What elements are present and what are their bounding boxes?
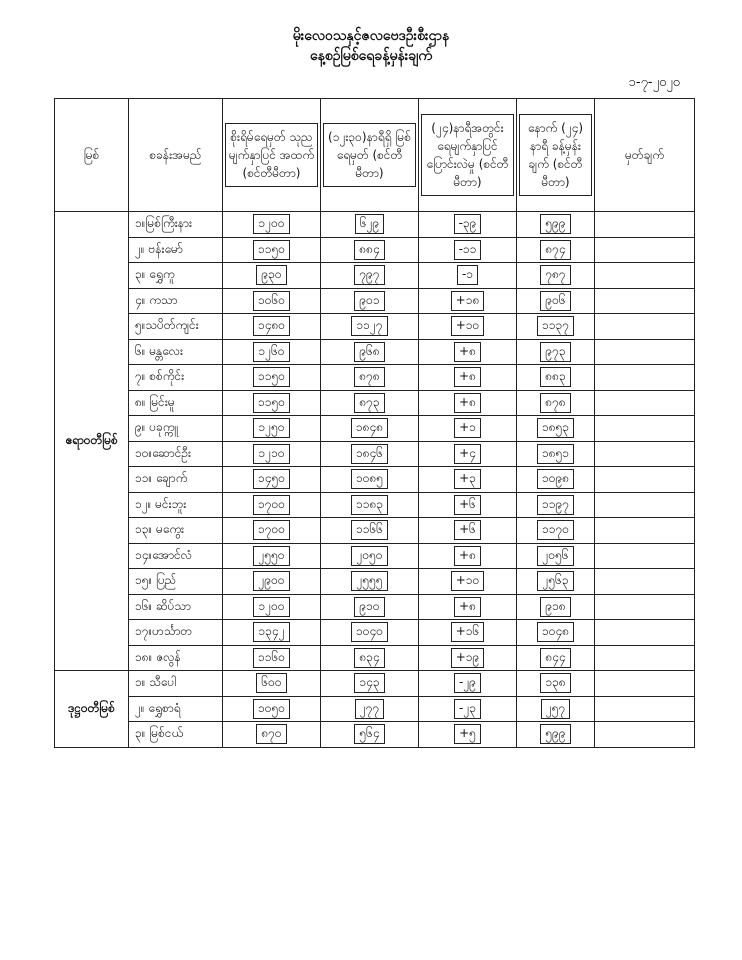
danger-value: ၁၂၁၀ [253, 444, 289, 464]
forecast-value: ၁၁၇၀ [537, 520, 574, 540]
change-cell [419, 365, 517, 391]
change-value: +၈ [454, 342, 481, 362]
level-value: ၁၁၂၇ [351, 316, 387, 336]
change-cell [419, 671, 517, 697]
remarks-cell [595, 441, 695, 467]
change-cell [419, 645, 517, 671]
danger-cell [223, 339, 321, 365]
forecast-value: ၁၁၃၇ [537, 316, 574, 336]
change-cell [419, 467, 517, 493]
station-name-cell: ၁၅။ ပြည် [129, 569, 223, 595]
header-remarks: မှတ်ချက် [595, 99, 695, 212]
station-name-cell: ၃။ မြစ်ငယ် [129, 722, 223, 748]
forecast-cell [517, 620, 595, 646]
forecast-value: ၈၇၈ [540, 393, 570, 413]
forecast-value: ၉၀၆ [540, 291, 570, 311]
station-name-cell: ၈။ မြင်းမူ [129, 390, 223, 416]
remarks-cell [595, 722, 695, 748]
danger-value: ၆၀၀ [256, 673, 286, 693]
level-value: ၂၅၅၅ [351, 571, 387, 591]
station-name-cell: ၃။ ရွှေကူ [129, 263, 223, 289]
page-subtitle: နေ့စဉ်မြစ်ရေခန့်မှန်းချက် [309, 48, 433, 64]
level-value: ၂၇၇ [355, 699, 384, 719]
danger-value: ၁၁၅၀ [253, 393, 290, 413]
table-row [55, 671, 695, 697]
danger-value: ၂၅၅၀ [253, 546, 289, 566]
remarks-cell [595, 620, 695, 646]
remarks-cell [595, 594, 695, 620]
forecast-value: ၁၁၉၇ [537, 495, 574, 515]
danger-value: ၁၁၆၀ [253, 648, 290, 668]
remarks-cell [595, 237, 695, 263]
forecast-value: ၁၀၉၈ [537, 469, 574, 489]
level-cell [321, 696, 419, 722]
level-cell [321, 263, 419, 289]
station-name-cell: ၁၁။ ချောက် [129, 467, 223, 493]
table-row [55, 569, 695, 595]
danger-value: ၁၂၅၀ [253, 418, 289, 438]
header-danger-level: စိုးရိမ်ရေမှတ် သုညမျက်နှာပြင် အထက် (စင်တီမီတာ) [223, 99, 321, 212]
station-name-cell: ၁၇။ဟင်္သာတ [129, 620, 223, 646]
danger-cell [223, 390, 321, 416]
table-row [55, 722, 695, 748]
danger-value: ၁၁၅၀ [253, 240, 290, 260]
forecast-value: ၁၃၈ [540, 673, 570, 693]
change-value: +၅ [454, 724, 481, 744]
forecast-cell [517, 339, 595, 365]
forecast-value: ၂၀၅၆ [537, 546, 573, 566]
level-cell [321, 212, 419, 238]
table-row [55, 263, 695, 289]
level-value: ၁၁၆၆ [351, 520, 388, 540]
station-name-cell: ၁၆။ ဆိပ်သာ [129, 594, 223, 620]
change-value: +၈ [454, 546, 481, 566]
forecast-cell [517, 467, 595, 493]
forecast-value: ၉၇၃ [540, 342, 570, 362]
forecast-value: ၁၈၅၃ [537, 418, 574, 438]
change-cell [419, 314, 517, 340]
station-name-cell: ၄။ ကသာ [129, 288, 223, 314]
forecast-cell [517, 722, 595, 748]
remarks-cell [595, 390, 695, 416]
table-row [55, 365, 695, 391]
level-value: ၉၁၀ [354, 597, 384, 617]
danger-cell [223, 722, 321, 748]
danger-value: ၁၂၀၀ [253, 214, 289, 234]
river-forecast-table [54, 98, 695, 748]
change-value: +၁၀ [451, 316, 485, 336]
change-cell [419, 620, 517, 646]
danger-cell [223, 237, 321, 263]
change-cell [419, 492, 517, 518]
level-value: ၁၁၈၃ [351, 495, 388, 515]
remarks-cell [595, 645, 695, 671]
station-name-cell: ၁။ သီပေါ [129, 671, 223, 697]
danger-cell [223, 467, 321, 493]
forecast-value: ၂၅၇ [541, 699, 570, 719]
level-value: ၉၆၈ [354, 342, 384, 362]
header-station: စခန်းအမည် [129, 99, 223, 212]
danger-cell [223, 263, 321, 289]
header-change: (၂၄)နာရီအတွင်း ရေမျက်နှာပြင် ပြောင်းလဲမှု (စင်တီမီတာ) [419, 99, 517, 212]
change-cell [419, 594, 517, 620]
forecast-value: ၁၈၅၁ [537, 444, 574, 464]
level-cell [321, 569, 419, 595]
danger-cell [223, 288, 321, 314]
change-cell [419, 288, 517, 314]
level-value: ၇၉၇ [354, 265, 384, 285]
change-value: +၃ [454, 469, 481, 489]
change-value: -၂၉ [454, 673, 481, 693]
change-cell [419, 390, 517, 416]
station-name-cell: ၇။ စစ်ကိုင်း [129, 365, 223, 391]
danger-cell [223, 671, 321, 697]
table-row [55, 390, 695, 416]
forecast-cell [517, 569, 595, 595]
remarks-cell [595, 492, 695, 518]
level-cell [321, 671, 419, 697]
forecast-cell [517, 492, 595, 518]
level-cell [321, 365, 419, 391]
forecast-cell [517, 237, 595, 263]
change-cell [419, 237, 517, 263]
table-row [55, 645, 695, 671]
remarks-cell [595, 212, 695, 238]
table-row [55, 696, 695, 722]
table-row [55, 492, 695, 518]
station-name-cell: ၁၂။ မင်းဘူး [129, 492, 223, 518]
forecast-cell [517, 288, 595, 314]
remarks-cell [595, 365, 695, 391]
danger-value: ၁၄၈၀ [253, 316, 290, 336]
table-row [55, 594, 695, 620]
remarks-cell [595, 671, 695, 697]
level-cell [321, 518, 419, 544]
change-cell [419, 339, 517, 365]
forecast-cell [517, 696, 595, 722]
forecast-value: ၈၈၃ [540, 367, 570, 387]
remarks-cell [595, 416, 695, 442]
forecast-value: ၁၀၄၈ [537, 622, 574, 642]
danger-value: ၁၂၀၀ [253, 597, 289, 617]
level-value: ၁၄၃ [354, 673, 384, 693]
level-value: ၆၂၉ [355, 214, 384, 234]
station-name-cell: ၁။မြစ်ကြီးနား [129, 212, 223, 238]
change-value: +၁ [454, 418, 481, 438]
danger-value: ၁၂၆၀ [253, 342, 289, 362]
change-value: +၁၈ [451, 291, 485, 311]
table-row [55, 237, 695, 263]
station-name-cell: ၂။ ရွှေစာရံ [129, 696, 223, 722]
remarks-cell [595, 518, 695, 544]
danger-value: ၁၁၅၀ [253, 367, 290, 387]
station-name-cell: ၉။ ပခုက္ကူ [129, 416, 223, 442]
change-cell [419, 518, 517, 544]
forecast-cell [517, 594, 595, 620]
table-row [55, 518, 695, 544]
change-value: +၁၉ [451, 648, 485, 668]
forecast-value: ၇၈၇ [540, 265, 570, 285]
forecast-cell [517, 314, 595, 340]
table-row [55, 467, 695, 493]
table-row [55, 212, 695, 238]
forecast-cell [517, 543, 595, 569]
danger-cell [223, 365, 321, 391]
danger-cell [223, 212, 321, 238]
table-header-row [55, 99, 695, 212]
change-value: +၁၆ [451, 622, 485, 642]
change-value: +၈ [454, 597, 481, 617]
change-cell [419, 569, 517, 595]
level-cell [321, 288, 419, 314]
forecast-cell [517, 365, 595, 391]
change-value: -၁၁ [454, 240, 482, 260]
forecast-value: ၈၇၄ [540, 240, 570, 260]
table-row [55, 620, 695, 646]
level-cell [321, 467, 419, 493]
danger-cell [223, 620, 321, 646]
remarks-cell [595, 696, 695, 722]
remarks-cell [595, 263, 695, 289]
forecast-value: ၈၄၄ [540, 648, 570, 668]
remarks-cell [595, 543, 695, 569]
change-cell [419, 441, 517, 467]
change-cell [419, 722, 517, 748]
change-value: -၃၉ [454, 214, 482, 234]
change-value: +၆ [454, 495, 481, 515]
danger-cell [223, 492, 321, 518]
forecast-cell [517, 416, 595, 442]
level-cell [321, 645, 419, 671]
table-row [55, 543, 695, 569]
change-cell [419, 543, 517, 569]
header-river: မြစ် [55, 99, 129, 212]
danger-value: ၉၃၀ [256, 265, 286, 285]
table-row [55, 416, 695, 442]
level-value: ၅၆၄ [354, 724, 384, 744]
remarks-cell [595, 569, 695, 595]
remarks-cell [595, 314, 695, 340]
forecast-cell [517, 212, 595, 238]
forecast-cell [517, 645, 595, 671]
danger-cell [223, 543, 321, 569]
level-value: ၁၀၄၀ [351, 622, 388, 642]
table-row [55, 339, 695, 365]
station-name-cell: ၅။သပိတ်ကျင်း [129, 314, 223, 340]
level-value: ၁၀၈၅ [351, 469, 388, 489]
change-cell [419, 212, 517, 238]
danger-cell [223, 416, 321, 442]
forecast-value: ၅၉၉ [540, 214, 570, 234]
river-name-cell: ဧရာဝတီမြစ် [55, 212, 129, 671]
page-title: မိုးလေဝသနှင့်ဇလဗေဒဦးစီးဌာန [292, 28, 450, 44]
danger-value: ၈၇၀ [256, 724, 286, 744]
forecast-value: ၅၉၉ [540, 724, 570, 744]
change-value: +၈ [454, 393, 481, 413]
level-value: ၈၇၈ [354, 367, 384, 387]
station-name-cell: ၂။ ဗန်းမော် [129, 237, 223, 263]
level-cell [321, 390, 419, 416]
level-cell [321, 543, 419, 569]
remarks-cell [595, 288, 695, 314]
danger-cell [223, 645, 321, 671]
level-cell [321, 594, 419, 620]
remarks-cell [595, 467, 695, 493]
change-cell [419, 416, 517, 442]
forecast-value: ၉၁၈ [540, 597, 570, 617]
header-current-level: (၁၂း၃၀)နာရီရှိ မြစ်ရေမှတ် (စင်တီမီတာ) [321, 99, 419, 212]
level-value: ၁၈၄၈ [351, 418, 388, 438]
header-forecast: နောက် (၂၄) နာရီ ခန့်မှန်းချက် (စင်တီမီတာ) [517, 99, 595, 212]
station-name-cell: ၁၈။ ဇလွန် [129, 645, 223, 671]
danger-cell [223, 696, 321, 722]
change-value: -၁ [457, 265, 478, 285]
table-row [55, 314, 695, 340]
level-cell [321, 620, 419, 646]
forecast-cell [517, 390, 595, 416]
table-row [55, 441, 695, 467]
change-value: -၂၃ [454, 699, 481, 719]
level-cell [321, 237, 419, 263]
station-name-cell: ၁၃။ မကွေး [129, 518, 223, 544]
level-value: ၉၀၁ [354, 291, 384, 311]
danger-value: ၁၀၆၀ [253, 291, 290, 311]
change-value: +၄ [454, 444, 481, 464]
level-value: ၁၈၄၆ [351, 444, 388, 464]
level-cell [321, 314, 419, 340]
danger-cell [223, 441, 321, 467]
level-value: ၈၈၄ [354, 240, 384, 260]
forecast-cell [517, 518, 595, 544]
level-value: ၈၇၃ [354, 393, 384, 413]
level-value: ၈၃၄ [354, 648, 384, 668]
danger-cell [223, 594, 321, 620]
danger-cell [223, 314, 321, 340]
change-value: +၈ [454, 367, 481, 387]
forecast-cell [517, 671, 595, 697]
change-value: +၁၀ [451, 571, 485, 591]
level-cell [321, 441, 419, 467]
level-cell [321, 416, 419, 442]
danger-value: ၁၇၀၀ [253, 520, 290, 540]
change-value: +၆ [454, 520, 481, 540]
forecast-cell [517, 263, 595, 289]
danger-value: ၂၉၀၀ [253, 571, 289, 591]
danger-value: ၁၃၄၂ [253, 622, 289, 642]
level-value: ၂၀၅၀ [351, 546, 387, 566]
forecast-value: ၂၅၆၃ [537, 571, 573, 591]
danger-cell [223, 518, 321, 544]
level-cell [321, 722, 419, 748]
change-cell [419, 263, 517, 289]
station-name-cell: ၁၀။ဆောင်ဦး [129, 441, 223, 467]
station-name-cell: ၁၄။အောင်လံ [129, 543, 223, 569]
river-name-cell: ဒုဋ္ဌဝတီမြစ် [55, 671, 129, 748]
table-row [55, 288, 695, 314]
danger-value: ၁၀၅၀ [253, 699, 290, 719]
report-date: ၁-၇-၂၀၂၀ [628, 75, 680, 90]
danger-value: ၁၇၀၀ [253, 495, 290, 515]
level-cell [321, 492, 419, 518]
forecast-cell [517, 441, 595, 467]
change-cell [419, 696, 517, 722]
level-cell [321, 339, 419, 365]
remarks-cell [595, 339, 695, 365]
danger-cell [223, 569, 321, 595]
danger-value: ၁၄၅၀ [253, 469, 290, 489]
station-name-cell: ၆။ မန္တလေး [129, 339, 223, 365]
